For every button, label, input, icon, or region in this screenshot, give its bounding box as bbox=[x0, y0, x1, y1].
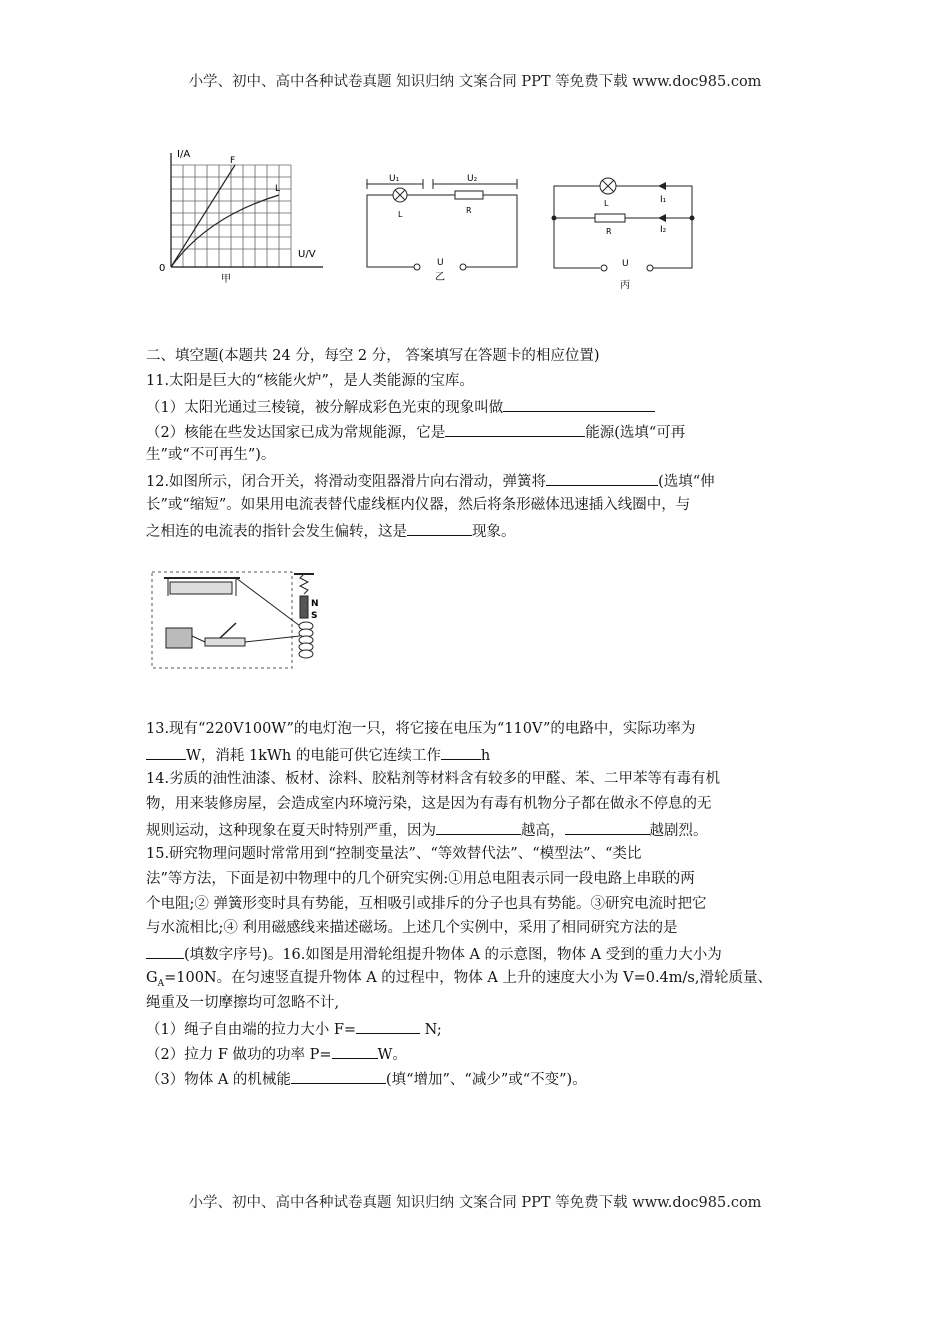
series-circuit-figure bbox=[355, 165, 525, 285]
resistor-label: R bbox=[466, 206, 472, 215]
q14-blank1[interactable] bbox=[436, 819, 521, 835]
q15-line4: 与水流相比;④ 利用磁感线来描述磁场。上述几个实例中，采用了相同研究方法的是 bbox=[146, 920, 678, 936]
q15-line3: 个电阻;② 弹簧形变时具有势能，互相吸引或排斥的分子也具有势能。③研究电流时把它 bbox=[146, 896, 707, 912]
q13-line2: W，消耗 1kWh 的电能可供它连续工作 h bbox=[146, 744, 490, 766]
electromagnet-apparatus-figure bbox=[150, 568, 330, 672]
q15-line1: 15.研究物理问题时常常用到“控制变量法”、“等效替代法”、“模型法”、“类比 bbox=[146, 846, 642, 862]
graph-caption: 甲 bbox=[221, 274, 231, 285]
q11-part2: （2）核能在些发达国家已成为常规能源，它是 能源(选填“可再 bbox=[146, 421, 685, 443]
q16-line3: 绳重及一切摩擦均可忽略不计, bbox=[146, 995, 340, 1011]
q14-blank2[interactable] bbox=[565, 819, 650, 835]
lamp-label: L bbox=[604, 199, 609, 208]
page-footer: 小学、初中、高中各种试卷真题 知识归纳 文案合同 PPT 等免费下载 www.doc985.com bbox=[188, 1195, 762, 1211]
q11-blank1[interactable] bbox=[503, 396, 655, 412]
q13-blank1[interactable] bbox=[146, 744, 186, 760]
curve-l bbox=[171, 195, 279, 267]
q12-blank1[interactable] bbox=[546, 470, 658, 486]
curve-f bbox=[171, 165, 235, 267]
lamp-label: L bbox=[398, 210, 403, 219]
q15-q16-line: (填数字序号)。16.如图是用滑轮组提升物体 A 的示意图，物体 A 受到的重力大小为 bbox=[146, 943, 722, 965]
q14-line3: 规则运动，这种现象在夏天时特别严重，因为 越高， 越剧烈。 bbox=[146, 819, 708, 841]
q14-line1: 14.劣质的油性油漆、板材、涂料、胶粘剂等材料含有较多的甲醛、苯、二甲苯等有毒有机 bbox=[146, 771, 721, 787]
curve-l-label: L bbox=[275, 184, 281, 194]
q13-line1: 13.现有“220V100W”的电灯泡一只，将它接在电压为“110V”的电路中，实际功率为 bbox=[146, 721, 696, 737]
q11-part2-cont: 生”或“不可再生”)。 bbox=[146, 447, 276, 463]
y-axis-label: I/A bbox=[177, 149, 191, 160]
u2-label: U₂ bbox=[467, 174, 478, 184]
x-axis-label: U/V bbox=[298, 249, 316, 260]
circuit-b-caption: 乙 bbox=[435, 272, 445, 283]
q14-line2: 物，用来装修房屋，会造成室内环境污染，这是因为有毒有机物分子都在做永不停息的无 bbox=[146, 796, 712, 812]
q11-stem: 11.太阳是巨大的“核能火炉”，是人类能源的宝库。 bbox=[146, 373, 474, 389]
q16-blank1[interactable] bbox=[356, 1018, 420, 1034]
q16-part3: （3）物体 A 的机械能 (填“增加”、“减少”或“不变”)。 bbox=[146, 1068, 587, 1090]
circuit-c-caption: 丙 bbox=[620, 280, 630, 291]
parallel-circuit-figure bbox=[540, 170, 710, 295]
origin-label: 0 bbox=[159, 263, 166, 274]
q16-part2: （2）拉力 F 做功的功率 P= W。 bbox=[146, 1043, 407, 1065]
source-label: U bbox=[622, 259, 629, 269]
i2-label: I₂ bbox=[660, 225, 667, 235]
q16-line2: $G_A=100N$。在匀速竖直提升物体 A 的过程中，物体 A 上升的速度大小为 V=0.4m/s,滑轮质量、 bbox=[146, 970, 772, 989]
i1-label: I₁ bbox=[660, 195, 667, 205]
q12-line1: 12.如图所示，闭合开关，将滑动变阻器滑片向右滑动，弹簧将 (选填“伸 bbox=[146, 470, 715, 492]
q11-part1: （1）太阳光通过三棱镜，被分解成彩色光束的现象叫做 bbox=[146, 396, 655, 418]
magnet-s-label: S bbox=[311, 611, 318, 621]
q12-line3: 之相连的电流表的指针会发生偏转，这是 现象。 bbox=[146, 520, 516, 542]
q11-blank2[interactable] bbox=[445, 421, 585, 437]
q15-line2: 法”等方法，下面是初中物理中的几个研究实例:①用总电阻表示同一段电路上串联的两 bbox=[146, 871, 695, 887]
q13-blank2[interactable] bbox=[441, 744, 481, 760]
q16-blank3[interactable] bbox=[291, 1068, 386, 1084]
section-heading: 二、填空题(本题共 24 分，每空 2 分， 答案填写在答题卡的相应位置) bbox=[146, 348, 600, 364]
magnet-n-label: N bbox=[311, 599, 319, 609]
q12-line2: 长”或“缩短”。如果用电流表替代虚线框内仪器，然后将条形磁体迅速插入线圈中，与 bbox=[146, 497, 691, 513]
page-header: 小学、初中、高中各种试卷真题 知识归纳 文案合同 PPT 等免费下载 www.doc985.com bbox=[188, 74, 762, 90]
iu-graph-figure bbox=[155, 145, 330, 285]
u1-label: U₁ bbox=[389, 174, 400, 184]
resistor-label: R bbox=[606, 227, 612, 236]
curve-f-label: F bbox=[230, 156, 236, 166]
q16-part1: （1）绳子自由端的拉力大小 F= N; bbox=[146, 1018, 442, 1040]
q12-blank2[interactable] bbox=[407, 520, 472, 536]
q16-blank2[interactable] bbox=[332, 1043, 378, 1059]
q15-blank[interactable] bbox=[146, 943, 184, 959]
source-label: U bbox=[437, 258, 444, 268]
